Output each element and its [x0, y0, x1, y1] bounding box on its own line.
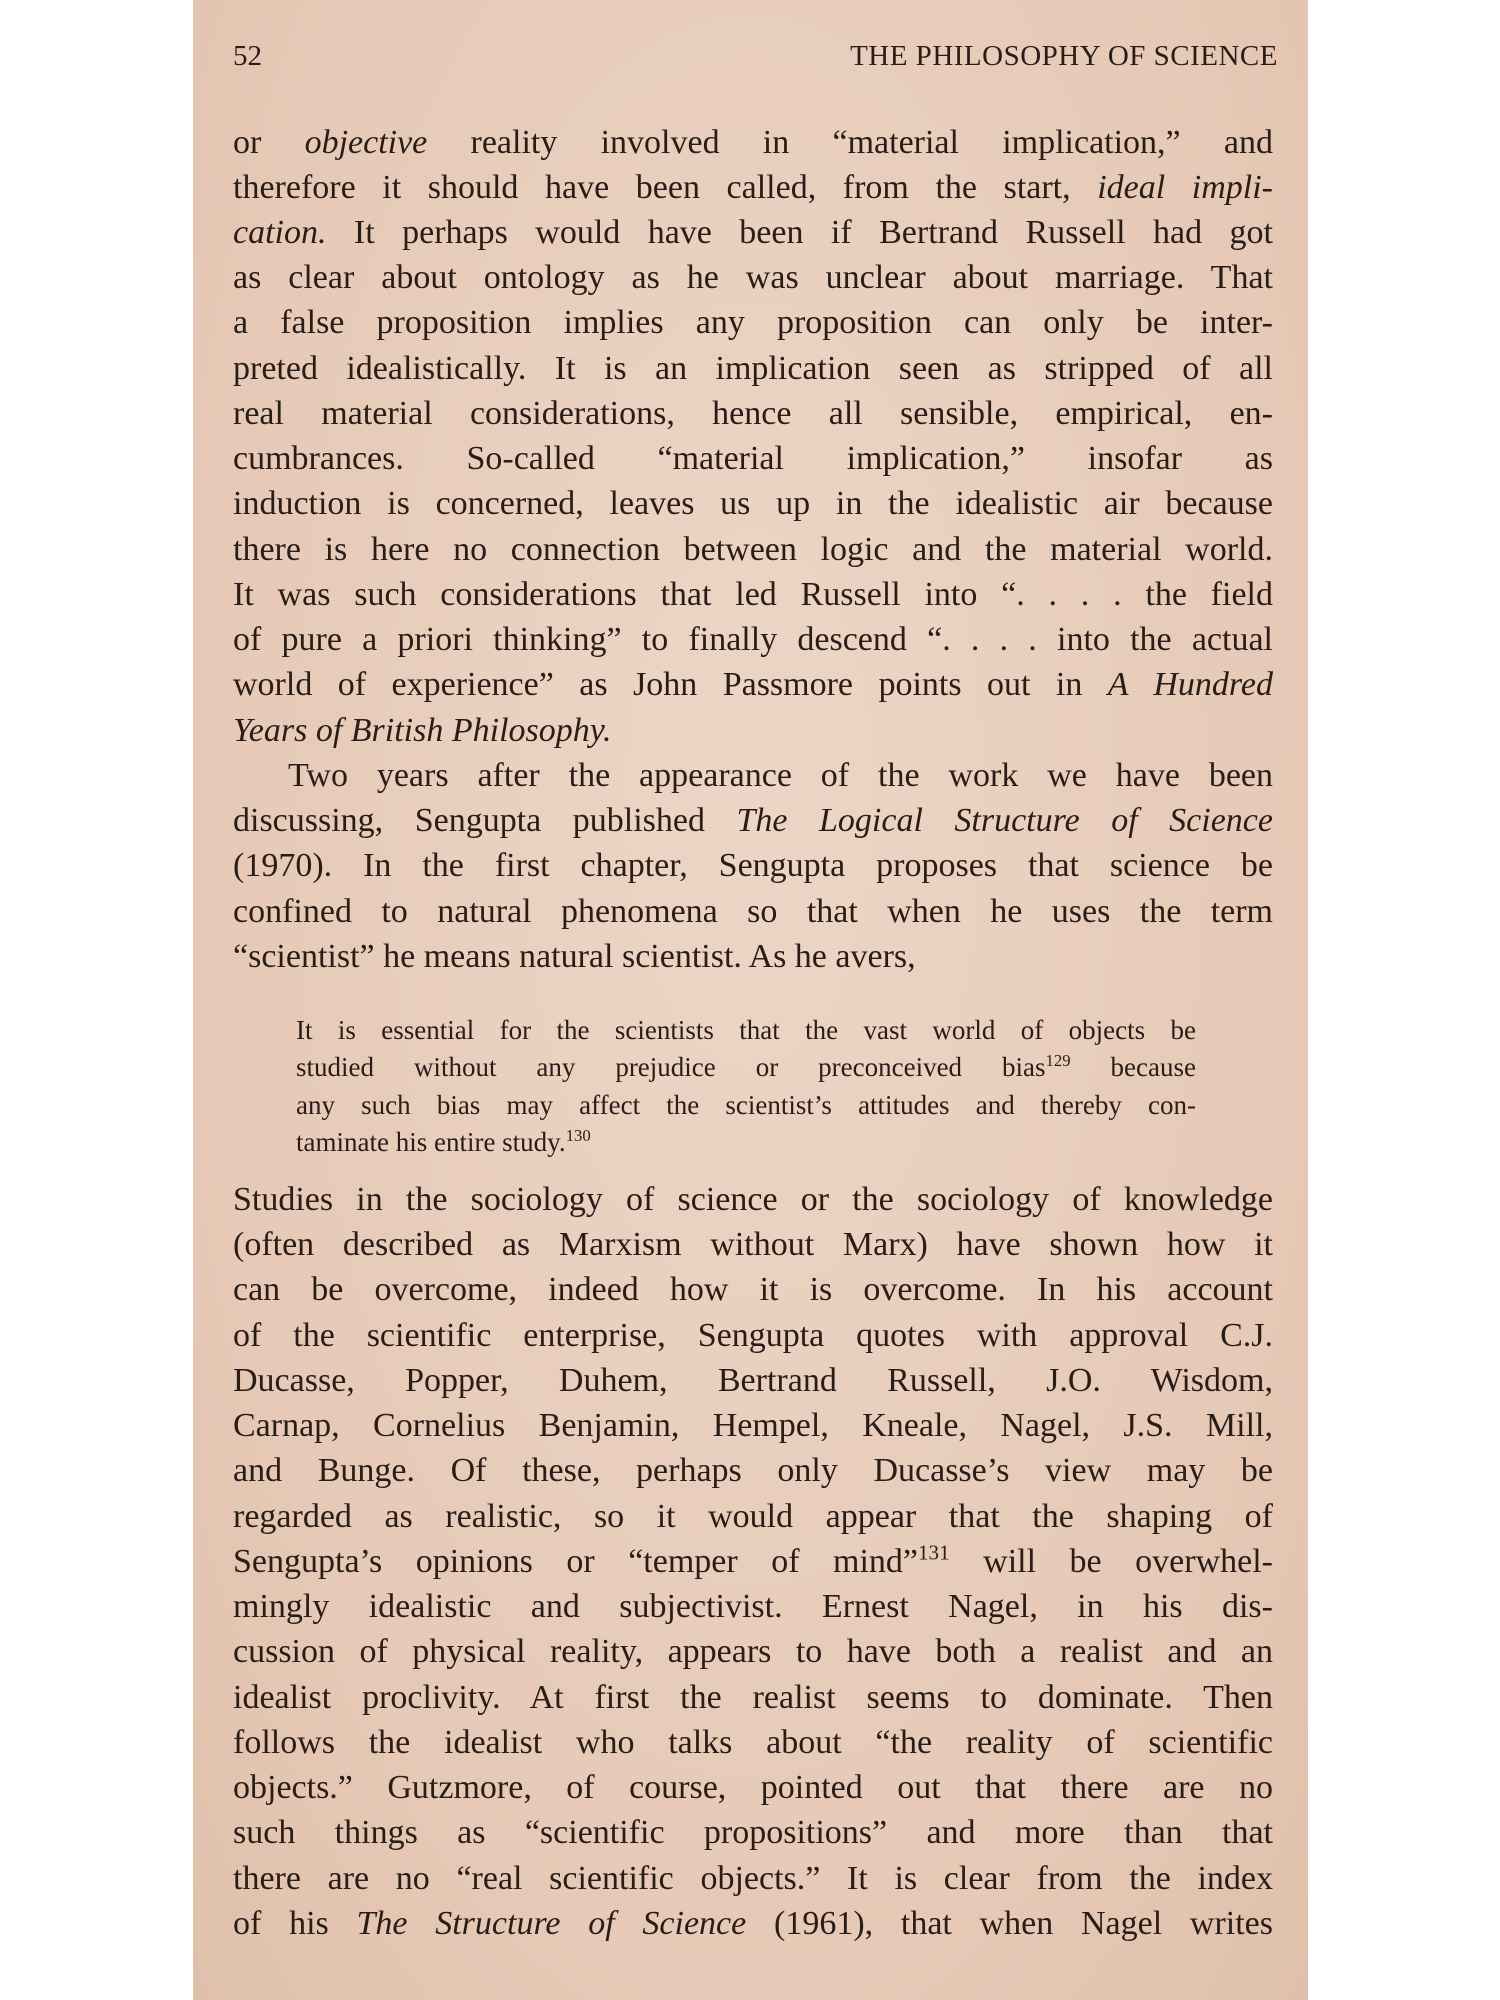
quote-line: taminate his entire study.$^{130}$: [296, 1125, 591, 1157]
text-line: [233, 711, 1273, 756]
text-line: of his The Structure of Science (1961), that when Nagel writes: [233, 1905, 1274, 1942]
quote-line: any such bias may affect the scientist’s attitudes and thereby con-: [296, 1090, 1196, 1120]
text-line: real material considerations, hence all sensible, empirical, en-: [233, 395, 1273, 432]
text-line: such things as “scientific propositions” and more than that: [233, 1814, 1273, 1851]
italic-text: ideal impli-: [1097, 169, 1274, 206]
text-line: Studies in the sociology of science or the sociology of knowledge: [233, 1181, 1273, 1218]
page-header: [233, 40, 1278, 80]
text-line: Two years after the appearance of the work we have been: [288, 757, 1273, 794]
text-line: (1970). In the first chapter, Sengupta proposes that science be: [233, 847, 1273, 884]
text-line: induction is concerned, leaves us up in the idealistic air because: [233, 485, 1273, 522]
text-line: objects.” Gutzmore, of course, pointed out that there are no: [233, 1769, 1273, 1806]
footnote-ref: 130: [565, 1125, 591, 1145]
text-line: (often described as Marxism without Marx) have shown how it: [233, 1226, 1273, 1263]
text-line: therefore it should have been called, from the start, ideal impli-: [233, 169, 1274, 206]
footnote-ref: 129: [1045, 1050, 1071, 1070]
text-line: and Bunge. Of these, perhaps only Ducasse’s view may be: [233, 1452, 1273, 1489]
text-line: cussion of physical reality, appears to have both a realist and an: [233, 1633, 1273, 1670]
running-title: THE PHILOSOPHY OF SCIENCE: [850, 40, 1278, 72]
italic-text: The Structure of Science: [356, 1905, 747, 1942]
text-line: Sengupta’s opinions or “temper of mind”$^{131}$ will be overwhel-: [233, 1540, 1273, 1580]
italic-text: Years of British Philosophy.: [233, 712, 612, 749]
text-line: there are no “real scientific objects.” It is clear from the index: [233, 1860, 1273, 1897]
text-line: or objective reality involved in “material implication,” and: [233, 124, 1273, 161]
text-line: can be overcome, indeed how it is overcome. In his account: [233, 1271, 1273, 1308]
text-line: there is here no connection between logic and the material world.: [233, 531, 1273, 568]
book-page: [193, 0, 1308, 2000]
text-line: of pure a priori thinking” to finally descend “. . . . into the actual: [233, 621, 1273, 658]
text-line: “scientist” he means natural scientist. As he avers,: [233, 938, 916, 975]
text-line: cumbrances. So-called “material implication,” insofar as: [233, 440, 1273, 477]
text-line: Ducasse, Popper, Duhem, Bertrand Russell, J.O. Wisdom,: [233, 1362, 1273, 1399]
text-line: a false proposition implies any proposition can only be inter-: [233, 304, 1273, 341]
page-number: 52: [233, 40, 262, 72]
text-line: cation. It perhaps would have been if Bertrand Russell had got: [233, 214, 1273, 251]
quote-line: studied without any prejudice or preconceived bias$^{129}$ because: [296, 1050, 1196, 1082]
text-line: follows the idealist who talks about “the reality of scientific: [233, 1724, 1273, 1761]
text-line: as clear about ontology as he was unclear about marriage. That: [233, 259, 1273, 296]
text-line: It was such considerations that led Russell into “. . . . the field: [233, 576, 1273, 613]
text-line: discussing, Sengupta published The Logical Structure of Science: [233, 802, 1273, 839]
quote-line: It is essential for the scientists that the vast world of objects be: [296, 1015, 1196, 1045]
italic-text: cation.: [233, 214, 327, 251]
text-line: idealist proclivity. At first the realist seems to dominate. Then: [233, 1679, 1273, 1716]
text-line: world of experience” as John Passmore points out in A Hundred: [233, 666, 1273, 703]
italic-text: The Logical Structure of Science: [736, 802, 1273, 839]
text-line: preted idealistically. It is an implication seen as stripped of all: [233, 350, 1273, 387]
italic-text: objective: [304, 124, 428, 161]
footnote-ref: 131: [918, 1540, 950, 1565]
italic-text: A Hundred: [1107, 666, 1273, 703]
text-line: confined to natural phenomena so that when he uses the term: [233, 893, 1273, 930]
text-line: of the scientific enterprise, Sengupta quotes with approval C.J.: [233, 1317, 1273, 1354]
text-line: regarded as realistic, so it would appear that the shaping of: [233, 1498, 1273, 1535]
text-line: mingly idealistic and subjectivist. Ernest Nagel, in his dis-: [233, 1588, 1273, 1625]
text-line: Carnap, Cornelius Benjamin, Hempel, Kneale, Nagel, J.S. Mill,: [233, 1407, 1273, 1444]
